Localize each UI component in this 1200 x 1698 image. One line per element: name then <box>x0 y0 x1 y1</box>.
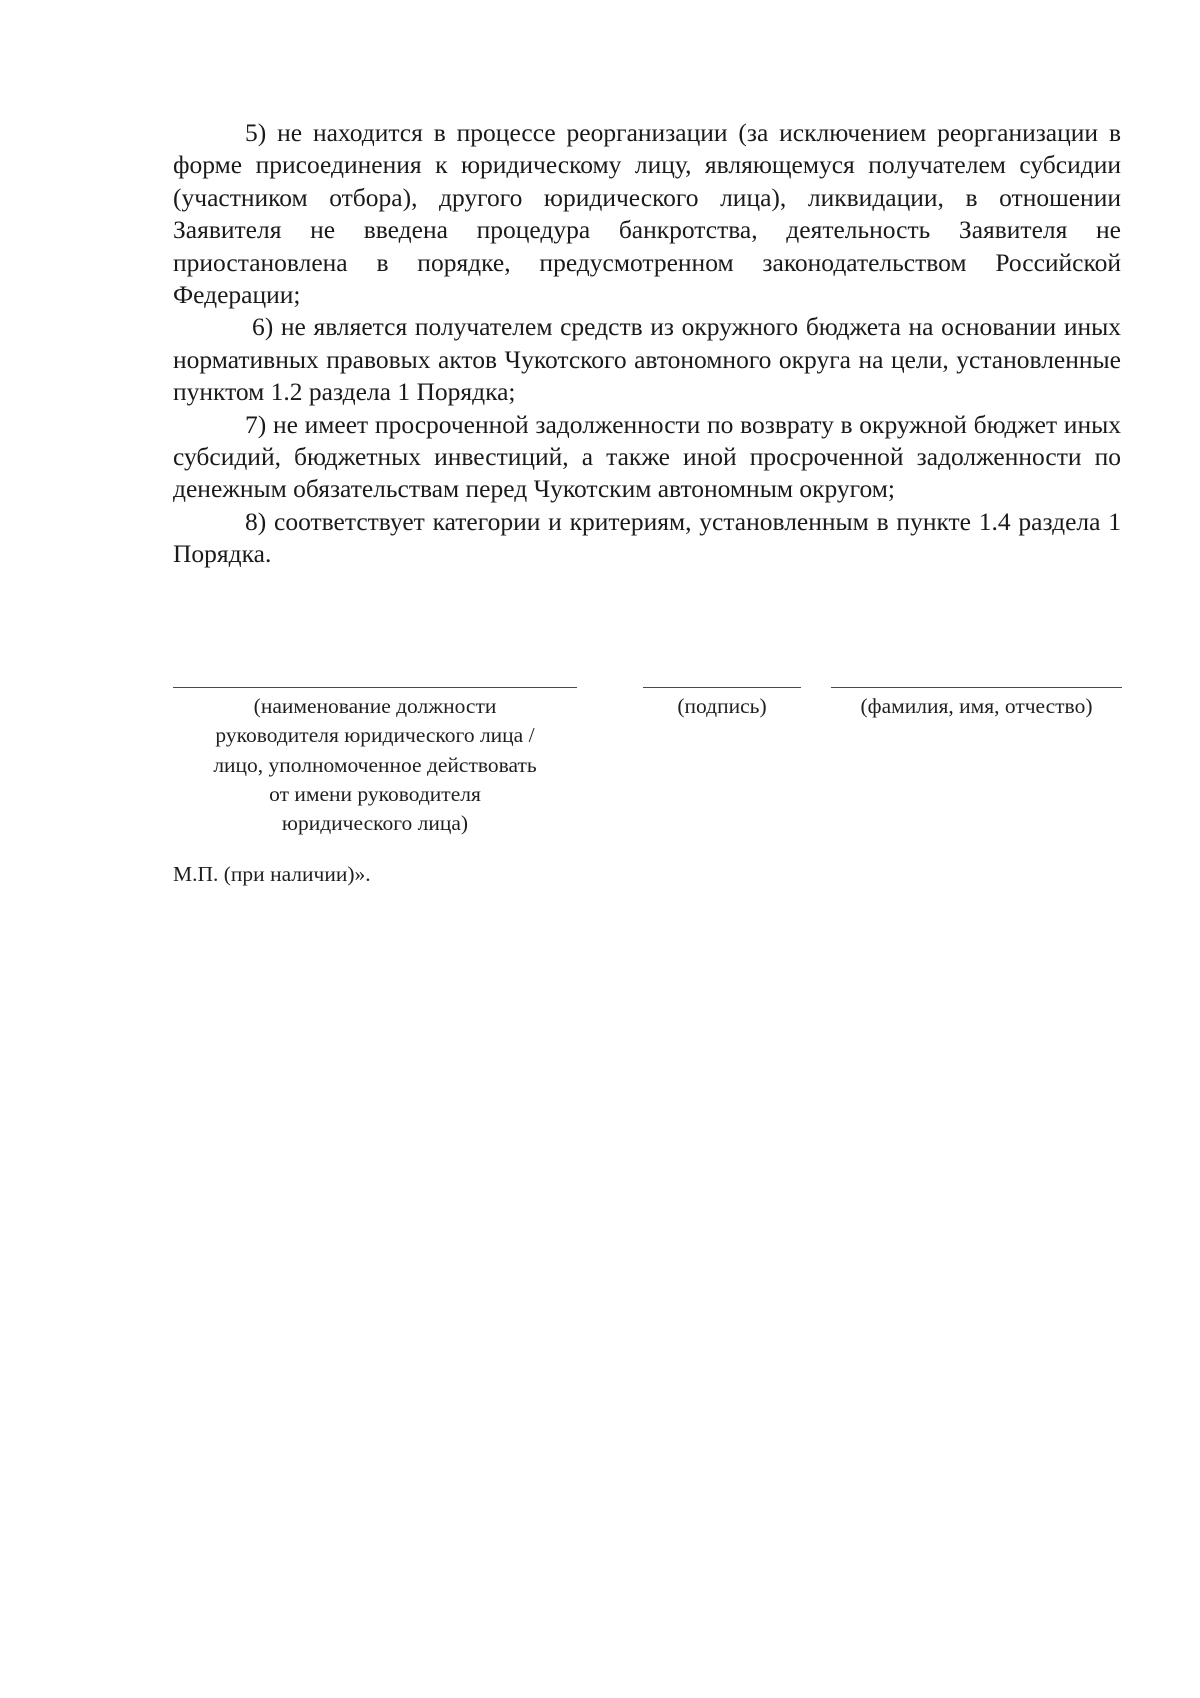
position-caption-line: юридического лица) <box>281 811 469 836</box>
position-caption-line: от имени руководителя <box>269 781 481 806</box>
condition-7-paragraph: 7) не имеет просроченной задолженности по возврату в окружной бюджет иных субсидий, бюджетных инвестиций, а также иной просроченной задолженности по денежным обязательствам перед Чукотским автономным округом; <box>173 409 1121 504</box>
full-name-caption: (фамилия, имя, отчество) <box>860 694 1093 718</box>
position-caption-line: руководителя юридического лица / <box>215 723 535 748</box>
position-caption-line: лицо, уполномоченное действовать <box>213 752 537 777</box>
conditions-list <box>173 117 1121 571</box>
position-signature-line <box>173 687 577 688</box>
condition-6-paragraph: 6) не является получателем средств из окружного бюджета на основании иных нормативных правовых актов Чукотского автономного округа на цели, установленные пунктом 1.2 раздела 1 Порядка; <box>173 312 1121 407</box>
position-caption-line: (наименование должности <box>253 694 497 718</box>
full-name-line <box>831 687 1122 688</box>
signature-line <box>643 687 801 688</box>
position-caption <box>173 692 577 838</box>
stamp-note: М.П. (при наличии)». <box>173 862 371 886</box>
condition-8-paragraph: 8) соответствует категории и критериям, установленным в пункте 1.4 раздела 1 Порядка. <box>173 506 1121 569</box>
condition-5-paragraph: 5) не находится в процессе реорганизации (за исключением реорганизации в форме присоединения к юридическому лицу, являющемуся получателем субсидии (участником отбора), другого юридического лица), ликвидации, в отношении Заявителя не введена процедура банкротства, деятельность Заявителя не приостановлена в порядке, предусмотренном законодательством Российской Федерации; <box>173 118 1121 310</box>
signature-caption: (подпись) <box>677 694 767 718</box>
